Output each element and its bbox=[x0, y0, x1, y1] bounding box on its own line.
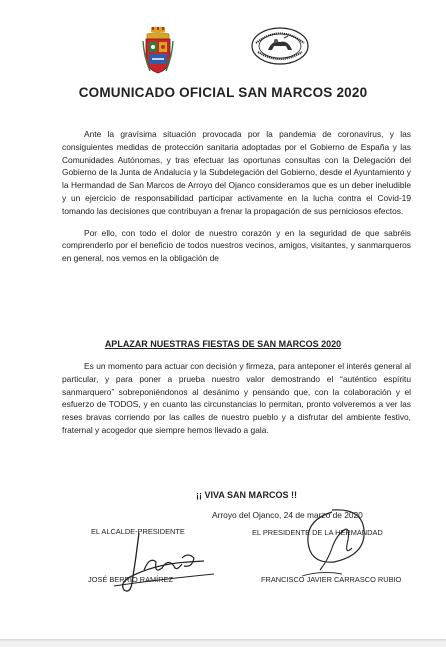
signature-left-icon bbox=[84, 528, 224, 598]
document-body bbox=[62, 128, 411, 265]
announcement-heading: APLAZAR NUESTRAS FIESTAS DE SAN MARCOS 2020 bbox=[104, 339, 342, 349]
paragraph-intro: Ante la gravísima situación provocada por la pandemia de coronavirus, y las consiguientes medidas de protección sanitaria adoptadas por el Gobierno de España y las Comunidades Autónomas, y tras efectuar las oportunas consultas con la Delegación del Gobierno de la Junta de Andalucía y la Subdelegación del Gobierno, desde el Ayuntamiento y la Hermandad de San Marcos de Arroyo del Ojanco consideramos que es un deber ineludible y un ejercicio de responsabilidad participar activamente en la lucha contra el Covid-19 tomando las decisiones que contribuyan a frenar la propagación de sus perniciosos efectos. bbox=[62, 129, 411, 216]
brotherhood-seal-icon bbox=[250, 26, 310, 66]
mayor-role: EL ALCALDE-PRESIDENTE bbox=[91, 527, 185, 536]
dateline: Arroyo del Ojanco, 24 de marzo de 2020 bbox=[212, 510, 363, 520]
paragraph-decision: Por ello, con todo el dolor de nuestro corazón y en la seguridad de que sabréis comprenderlo por el beneficio de todos nuestros vecinos, amigos, visitantes, y sanmarqueros en general, nos vemos en la obligación de bbox=[62, 227, 411, 264]
mayor-name: JOSÉ BERRIO RAMÍREZ bbox=[88, 575, 174, 584]
document-title: COMUNICADO OFICIAL SAN MARCOS 2020 bbox=[78, 85, 368, 100]
viva-exclamation: ¡¡ VIVA SAN MARCOS !! bbox=[196, 490, 297, 500]
brotherhood-president-name: FRANCISCO JAVIER CARRASCO RUBIO bbox=[261, 575, 402, 584]
signature-right-icon bbox=[292, 500, 372, 580]
municipal-crest-icon bbox=[142, 27, 174, 75]
paragraph-closing: Es un momento para actuar con decisión y firmeza, para anteponer el interés general al particular, y para poner a prueba nuestro valor demostrando el “auténtico espíritu sanmarquero” sobreponiéndonos al desánimo y pensando que, con la colaboración y el esfuerzo de TODOS, y en cuanto las circunstancias lo permitan, pronto volveremos a ver las reses bravas corriendo por las calles de nuestro pueblo y a disfrutar del ambiente festivo, fraternal y acogedor que siempre hemos llevado a gala. bbox=[62, 361, 411, 435]
document-body-closing bbox=[62, 360, 411, 437]
brotherhood-president-role: EL PRESIDENTE DE LA HERMANDAD bbox=[252, 528, 383, 537]
